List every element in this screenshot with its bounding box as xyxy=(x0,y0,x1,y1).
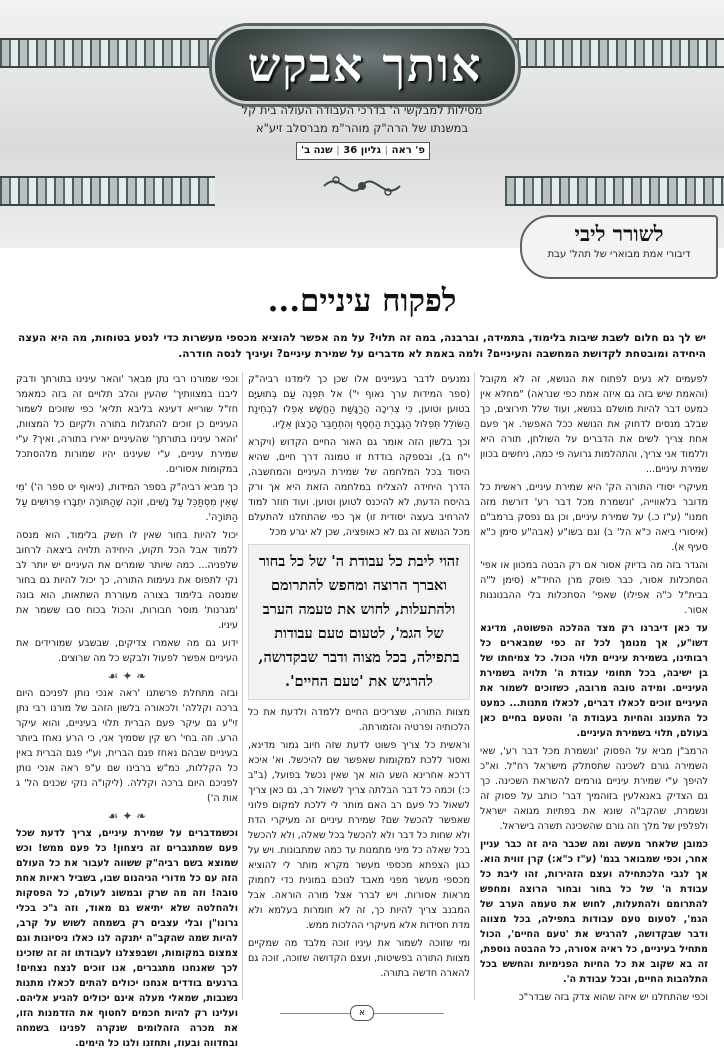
paragraph: וכפי שהתחלנו יש איזה שהוא צדק בזה שבדר"כ xyxy=(518,992,708,1003)
paragraph: ומי שזוכה לשמור את עיניו זוכה מלבד מה שמקיים מצוות התורה בפשיטות, ועצם הקדושה שזוכה, זוכה גם להארה חדשה בתורה. xyxy=(248,938,470,979)
paragraph: וכפי שמורנו רבי נתן מבאר 'והאר עינינו בתורתך ודבק ליבנו במצוותיך' שהעין והלב תלויים זה בזה כמאמר חז"ל שורייא דעינא בליבא תליא' כפי שזוכים לשמור העיניים כן זוכים להתגלות בתורה ולקיום כל המצוות, 'והאר עינינו בתורתך' שהעיניים יאירו בתורה, ואיך? ע"י שמירת עיניים, ע"י שעינינו יהיו שמורות מלהסתכל במקומות אסורים. xyxy=(16,374,238,475)
issue-info-bar xyxy=(296,142,430,160)
issue-separator: | xyxy=(381,145,389,156)
issue-number: גליון 36 xyxy=(343,145,382,156)
masthead-subtitle-1: מסילות למבקשי ה' בדרכי העבודה העולה בית קל xyxy=(241,103,483,117)
issue-separator: | xyxy=(332,145,340,156)
column-badge xyxy=(520,215,718,279)
ornamental-band-mid-right xyxy=(505,176,724,206)
footer-rule xyxy=(280,1013,350,1014)
paragraph-bold: עד כאן דיברנו רק מצד ההלכה הפשוטה, מדינא דשו"ע, אך מנומך לכל זה כפי שמבארים כל רבותינו, בשמירת עיניים תלוי הכול. כל צמיחתו של בן ישיבה, בכל תחומי עבודת ה' תלויה בשמירת העיניים. ומידה טובה מרובה, כשזוכים לשמור את העיניים זוכים לכאלו דברים, לכאלו מתנות... כמעט כל התענוג והחיות בעבודת ה' והטעם בחיים כאן בעולם, תלוי בשמירת העיניים. xyxy=(480,623,708,739)
column-divider xyxy=(242,372,243,1000)
paragraph: נמנעים לדבר בעניינים אלו שכן כך לימדנו רביה"ק (ספר המידות ערך נאוף י") אל תִּפְנֶה עַם בְּתוּעִיָּם בטוען וטוען, כִּי צְרִיכָה הֲרַגָּשַׁת הַחֲשָׁשׁ אֶפְלוּ לִבְחִינַת הַשּׂוֹלֵל תְּפִלּוֹל הַגְּבָרַת הַחֶסֶף וְהִתְחַבֵּר הָרָצוֹן אֵלָיו. xyxy=(248,374,470,430)
ornamental-band-top-right xyxy=(490,38,724,68)
paragraph-bold: וכשמדברים על שמירת עיניים, צריך לדעת שכל פעם שמתגברים זה ניצחון! כל פעם ממש! וכש שמוצא בשם רביה"ק ששווה לעבור את כל העולם הזה עם כל מדורי הגיהנום שבו, בשביל ראיות אחת טובה! וזה מה שרק ובמשוג לעולם, כל הפסקות ולהחלטה שלא יתיאש גם מאוד, וזה ג"כ בכלי גרונו"ן ובלי עצבים רק בשמחה לשוש על קרב, להיות שמה שהקב"ה יתנקה לנו כאלו ניסיונות וגם צמצום במקומות, ושבפצלנו לעבודתו זה זה שזכינו לכך שאנחנו מתגברים, אנו זוכים לנצח נצחים! ברגעים בודדים אנחנו יכולים להתים לכאלו מתנות נשגבות, שמאלי מעלה אינם יכולים להגיע אליהם. ועלינו רק להיות חכמים לחטוף את הזדמנות הזו, את מכרה הזהלומים שנקרה לפנינו בשמחה ובחדווה ובעוז, ותחזנו ולנו כל הימים. xyxy=(16,828,238,1049)
article-title: לפקוח עיניים... xyxy=(267,283,457,319)
pull-quote: זהוי ליבת כל עבודת ה' של כל בחור ואברך הרוצה ומחפש להתרומם ולהתעלות, לחוש את טעמה הערב של הגמ', לטעום טעם עבודות בתפילה, בכל מצוה ודבר שבקדושה, להרגיש את 'טעם החיים'. xyxy=(248,544,470,700)
parsha-label: פ' ראה xyxy=(391,145,425,156)
article-column-left xyxy=(16,372,238,1049)
paragraph: מצוות התורה, שצריכים החיים ללמדה ולדעת את כל הלכותיה ופרטיה והזמורתה. xyxy=(248,707,470,733)
paragraph: יכול להיות בחור שאין לו חשק בלימוד, הוא מנסה ללמוד אבל הכל תקוע, היחידה תלויה ביצאה לרחוב שלפניה... כמה שיותר שומרים את העיניים יש יותר לב נקי לתפוס את נעימות התורה, כך יכול להיות גם בחור שמנסה בלימוד בצורה מעוררת השתאות, הוא בונה 'מגרנות' מוסר חבורות, והכול בכוח סבו ששמר את עיניו. xyxy=(16,530,238,631)
paragraph: הרמב"ן מביא על הפסוק 'ונשמרת מכל דבר רע', שאי השמירה גורם לשכינה שתסתלק מישראל רח"ל. וא"כ להיפך ע"י שמירת עיניים גורמים להשראת השכינה. כך גם הצדיק באנאלעין בזוהמיך דבר' כותב על פסוק זה ונשמרת, שהקב"ה שונא את בפתיות מגואה ישראל ולפלפין של מלך וזה גורם שהשכינה תשרה בישראל. xyxy=(480,746,708,832)
paragraph: וכך בלשון הזה אומר גם האור החיים הקדוש (ויקרא י"ח ב), ובספקה בודדת זו טמונה דרך חיים, שהיא היסוד בכל המלחמה של שמירת העיניים והמחשבה, הדרך היחידה להצליח במלחמה הזאת היא אך ורק בהיסח הדעת, לא להיכנס לטוען וטוען. ועוד חוזר למוד להרחיב בעצה יסודית זו) אך כפי שהתחלנו להתעלם מכל הנושא זה גם לא כאופציה, שכן לא יגרע מכל xyxy=(248,437,470,538)
paragraph: מעיקרי יסודי התורה הק' היא שמירת עיניים, ראשית כל מדובר בלאווייה, 'ונשמרת מכל דבר רע' דורשת מזה חמנו" (ע"ז כ.) על שמירת עיניים, וכן גם נפסק ברמב"ם (איסורי ביאה כ"א הל' ב) וגם בשו"ע (אבה"ע סימן כ"א סעיף א). xyxy=(480,482,708,553)
ornamental-band-top-left xyxy=(0,38,232,68)
masthead-subtitle-2: במשנתו של הרה"ק מוהר"מ מברסלב זיע"א xyxy=(255,121,469,135)
paragraph: ובזה מתחלת פרשתנו 'ראה אנכי נותן לפניכם היום ברכה וקללה' ולכאורה בלשון הזהב של מורנו רבי נתן זי"ע גם עיקר פעם הברית תלוי בעיניים, והוא עיקר הרע. וזה בחי' רש קין שסמיך אני, כי הרע נאחז ביותר בעיניים שבהם נאחז פגם הברית, וע"י פגם הברית באין כל הקללות, כמ"ש ברבינו שם ע"פ ראה אנכי נותן לפניכם היום ברכה וקללה. (ליקו"ה נזקי שכנים הל' ג אות ה') xyxy=(16,688,238,804)
masthead-title: אותך אבקש xyxy=(247,38,483,92)
badge-subtitle: דיבורי אמת מבוארי של תהל' עבת xyxy=(547,249,691,260)
issue-year: שנה ב' xyxy=(301,145,333,156)
paragraph: ידוע גם מה שאמרו צדיקים, שבשבע שמורידים את העיניים אפשר לפעול ולבקש כל מה שרוצים. xyxy=(16,638,238,664)
section-ornament-icon: ❧ ✦ ☙ xyxy=(107,809,147,823)
section-ornament-icon: ❧ ✦ ☙ xyxy=(107,669,147,683)
column-divider xyxy=(474,372,475,1000)
paragraph: וראשית כל צריך פשוט לדעת שזה חיוב גמור מדינא, ואסור ללכת למקומות שאפשר שם להיכשל. וא' איכא דרכא אחרינא השע הוא אך שאין נכשל בפועל, (ב"ב כ:) וכמה כל דבר הבלתה צריך לשאול רב, גם כאן צריך לשאול כל פעם רב האם מותר לי ללכת למקום פלוני שאפשר להכשל שם? שמירת עיניים זה מעיקרי הדת ולא שחות כל דבר ולא להכשל בכל שאלה, ולא להכשל בכל שאלה כל מיני מתמנות עד כמה שמתבונות. ויש על כגון הצפתא מכספי מעשר מקרא מותר לי להוציא מכספי מעשר מפני מאבד לנוכם במונית כדי לחמוק מראות אסורות. ויש לברר אצל מורה הוראה. אבל המבנב צריך להיות כך, זה לא חומרות בעלמא ולא מדת חסידות אלא מעיקרי ההלכות ממש. xyxy=(248,740,470,931)
flourish-ornament-icon xyxy=(320,166,404,206)
article-column-right xyxy=(480,372,708,1003)
page-footer xyxy=(280,1006,444,1020)
article-intro: יש לך גם חלום לשבת שיבות בלימוד, בתמידה, וברבנה, במה זה תלוי? על מה אפשר להוציא מכספי מעשרות כדי לנסע בטוחות, מה היא העצה היחידה ומובטחת לקדושת המחשבה והעיניים? ולמה באמת לא מדברים על שמירת עיניים? ועיניך לנסה חודרה. xyxy=(18,332,706,360)
page-number: א xyxy=(350,1005,374,1021)
badge-title: לשורר ליבי xyxy=(574,221,664,246)
paragraph: לפעמים לא נעים לפתוח את הנושא, זה לא מקובל (והאמת שיש בזה גם איזה אמת כפי שנראה) "מחלא אין כמעט דבר להיות מושלם בנושא, ועוד שלל תירוצים, כך שבלב מנסים לדחוק את הנושא ככל האפשר. אך פעם אחת צריך לשים את הדברים על השולחן, תורה היא וללמוד אני צריך, והתהלמות גרועה פי כמה, ניחשים בכוון שמירת עיניים... xyxy=(480,374,708,475)
paragraph-bold: כמובן שלאחר מעשה ומה שכבר היה זה כבר עניין אחר, וכפי שמבואר בגמ' (ע"ז כ"א:) קרן זווית הוא. אך לגבי הלכתחילה ועצם הזהירות, זהו ליבת כל עבודת ה' של כל בחור ובחור הרוצה ומחפש להתרומם ולהתעלות, לחוש את טעמה הערב של הגמ', לטעום טעם עבודות בתפילה, בכל מצווה ודבר שבקדושה, להרגיש את 'טעם החיים', הכול מתחיל בעיניים, כל ראיה אסורה, כל ההבטה נוספת, זה בא שקוב את כל החיות הפנימיות והחשש בכל התלהבות החיים, ובכל עבודת ה'. xyxy=(480,839,708,985)
masthead-logo xyxy=(212,26,518,104)
ornamental-band-mid-left xyxy=(0,176,215,206)
footer-rule xyxy=(374,1013,444,1014)
paragraph: והגדר בזה מה בדיוק אסור אם רק הבטה במכוון או אפי' הסתכלות אסור, כבר פוסק מרן החיד"א (סימן ל"ה בבית"ל כ"ה אפילו) שאפי' הסתכלות בלי ההבנוננות אסור. xyxy=(480,560,708,616)
paragraph: כך מביא רביה"ק בספר המידות, (ניאוף יט ספר ה') 'מִי שֶׁאֵין מִסְתַּכֵּל עַל נָשִׁים, זוֹכֶה שֶׁהַתּוֹרָה יִתְבָּרוּ פְּרוּשִׁים עַל הַתּוֹרָה'. xyxy=(16,482,238,523)
article-column-middle xyxy=(248,372,470,1000)
